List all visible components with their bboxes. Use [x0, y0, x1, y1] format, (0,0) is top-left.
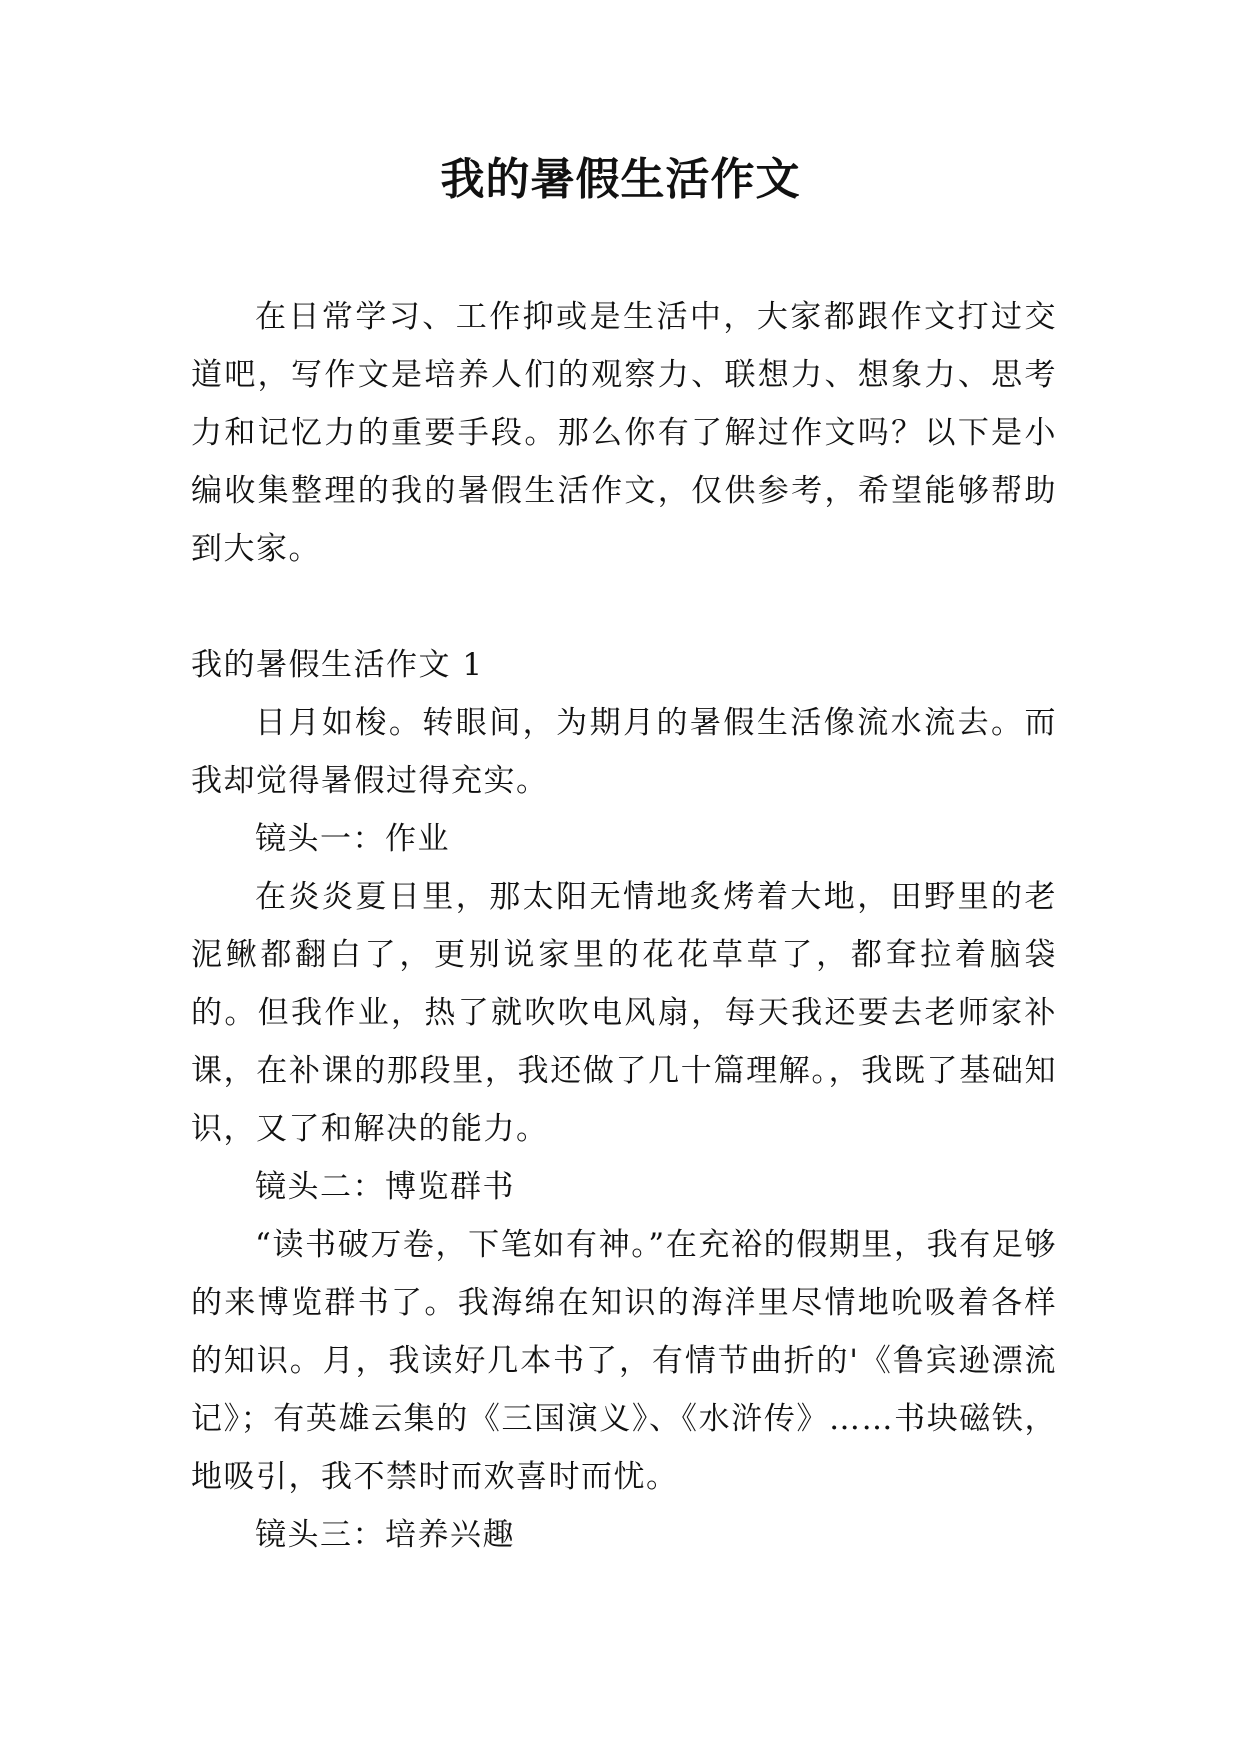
section-gap	[191, 578, 1057, 636]
scene-2-heading: 镜头二：博览群书	[255, 1169, 515, 1205]
paragraph-3: “读书破万卷，下笔如有神。”在充裕的假期里，我有足够的来博览群书了。我海绵在知识的海洋里尽情地吮吸着各样的知识。月，我读好几本书了，有情节曲折的'《鲁宾逊漂流记》；有英雄云集的《三国演义》、《水浒传》……书块磁铁，地吸引，我不禁时而欢喜时而忧。	[191, 1227, 1057, 1495]
paragraph-1: 日月如梭。转眼间，为期月的暑假生活像流水流去。而我却觉得暑假过得充实。	[191, 705, 1057, 799]
document-body	[191, 288, 1057, 1564]
section-heading: 我的暑假生活作文 1	[191, 647, 484, 683]
paragraph-2: 在炎炎夏日里，那太阳无情地炙烤着大地，田野里的老泥鳅都翻白了，更别说家里的花花草草了，都耷拉着脑袋的。但我作业，热了就吹吹电风扇，每天我还要去老师家补课，在补课的那段里，我还做了几十篇理解。，我既了基础知识，又了和解决的能力。	[191, 879, 1057, 1147]
scene-1-heading: 镜头一：作业	[255, 821, 450, 857]
intro-paragraph: 在日常学习、工作抑或是生活中，大家都跟作文打过交道吧，写作文是培养人们的观察力、联想力、想象力、思考力和记忆力的重要手段。那么你有了解过作文吗？以下是小编收集整理的我的暑假生活作文，仅供参考，希望能够帮助到大家。	[191, 299, 1057, 567]
document-title: 我的暑假生活作文	[440, 154, 801, 205]
scene-3-heading: 镜头三：培养兴趣	[255, 1517, 515, 1553]
